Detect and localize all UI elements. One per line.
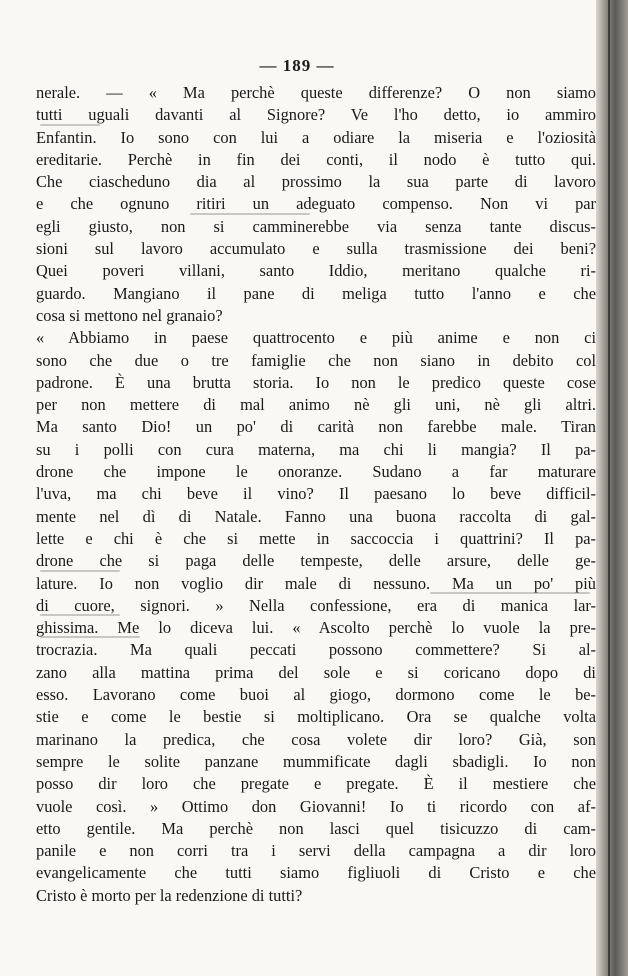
text-line: ghissima. Me lo diceva lui. « Ascolto perchè lo vuole la pre- <box>36 618 596 638</box>
text-line: mente nel dì di Natale. Fanno una buona raccolta di gal- <box>36 506 596 526</box>
text-line: lette e chi è che si mette in saccoccia i quattrini? Il pa- <box>36 528 596 548</box>
text-line: tutti uguali davanti al Signore? Ve l'ho detto, io ammiro <box>36 105 596 125</box>
page-number: — 189 — <box>259 56 335 75</box>
text-line: l'uva, ma chi beve il vino? Il paesano lo beve difficil- <box>36 484 596 504</box>
text-line: sempre le solite panzane mummificate dagli sbadigli. Io non <box>36 751 596 771</box>
text-line: stie e come le bestie si moltiplicano. Ora se qualche volta <box>36 707 596 727</box>
text-line: marinano la predica, che cosa volete dir loro? Già, son <box>36 729 596 749</box>
text-line: vuole così. » Ottimo don Giovanni! Io ti ricordo con af- <box>36 796 596 816</box>
body-text <box>36 82 596 907</box>
text-line: per non mettere di mal animo nè gli uni, nè gli altri. <box>36 395 596 415</box>
text-line: su i polli con cura materna, ma chi li mangia? Il pa- <box>36 439 596 459</box>
text-line: zano alla mattina prima del sole e si coricano dopo di <box>36 662 596 682</box>
text-line: Cristo è morto per la redenzione di tutti? <box>36 885 303 905</box>
text-line: guardo. Mangiano il pane di meliga tutto l'anno e che <box>36 283 596 303</box>
text-line: esso. Lavorano come buoi al giogo, dormono come le be- <box>36 685 596 705</box>
text-line: Enfantin. Io sono con lui a odiare la miseria e l'oziosità <box>36 127 596 147</box>
text-line: ereditarie. Perchè in fin dei conti, il nodo è tutto qui. <box>36 149 596 169</box>
text-line: posso dir loro che pregate e pregate. È il mestiere che <box>36 774 596 794</box>
text-line: sono che due o tre famiglie che non siano in debito col <box>36 350 596 370</box>
text-line: cosa si mettono nel granaio? <box>36 305 223 325</box>
text-line: e che ognuno ritiri un adeguato compenso. Non vi par <box>36 194 596 214</box>
text-line: nerale. — « Ma perchè queste differenze? O non siamo <box>36 83 596 102</box>
text-line: evangelicamente che tutti siamo figliuoli di Cristo e che <box>36 863 596 883</box>
text-line: di cuore, signori. » Nella confessione, era di manica lar- <box>36 595 596 615</box>
text-line: Quei poveri villani, santo Iddio, meritano qualche ri- <box>36 261 596 281</box>
book-binding-edge <box>596 0 628 976</box>
binding-shadow-line <box>608 0 610 976</box>
text-line: egli giusto, non si camminerebbe via senza tante discus- <box>36 216 596 236</box>
text-line: drone che si paga delle tempeste, delle arsure, delle ge- <box>36 551 596 571</box>
text-line: trocrazia. Ma quali peccati possono commettere? Si al- <box>36 640 596 660</box>
text-line: Ma santo Dio! un po' di carità non farebbe male. Tiran <box>36 417 596 437</box>
text-line: « Abbiamo in paese quattrocento e più anime e non ci <box>36 328 596 348</box>
text-line: panile e non corri tra i servi della campagna a dir loro <box>36 841 596 861</box>
text-line: drone che impone le onoranze. Sudano a far maturare <box>36 462 596 482</box>
text-line: Che ciascheduno dia al prossimo la sua parte di lavoro <box>36 172 596 192</box>
text-line: padrone. È una brutta storia. Io non le predico queste cose <box>36 372 596 392</box>
text-line: sioni sul lavoro accumulato e sulla trasmissione dei beni? <box>36 239 596 259</box>
text-line: etto gentile. Ma perchè non lasci quel tisicuzzo di cam- <box>36 818 596 838</box>
text-line: lature. Io non voglio dir male di nessuno. Ma un po' più <box>36 573 596 593</box>
